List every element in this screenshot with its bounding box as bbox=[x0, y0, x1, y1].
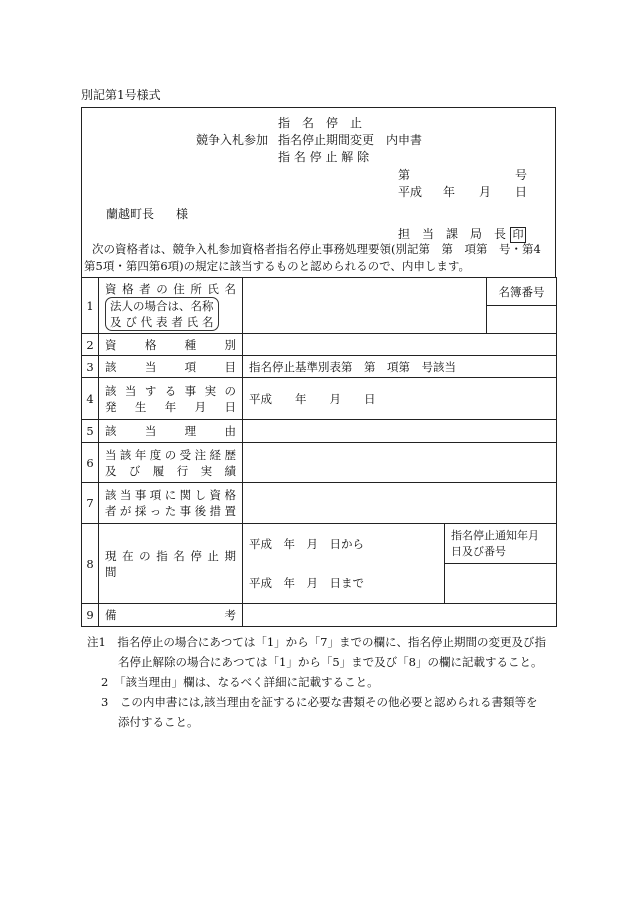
seal-mark: 印 bbox=[510, 227, 526, 243]
row-3-number: 3 bbox=[82, 356, 99, 378]
row-7-number: 7 bbox=[82, 483, 99, 524]
title-line-1: 指 名 停 止 bbox=[278, 116, 363, 130]
intro-line-1: 次の資格者は、競争入札参加資格者指名停止事務処理要領(別記第 第 項第 号・第4 bbox=[92, 242, 541, 256]
row-2-number: 2 bbox=[82, 334, 99, 356]
notice-header-line-2: 日及び番号 bbox=[451, 544, 506, 558]
doc-number-dai: 第 bbox=[398, 168, 411, 182]
note-3-line-1: 3 この内申書には,該当理由を証するに必要な書類その他必要と認められる書類等を bbox=[101, 695, 538, 709]
row-9-label bbox=[99, 604, 243, 627]
row-6-label-line-2: 及 び 履 行 実 績 bbox=[105, 463, 236, 478]
form-header-box bbox=[81, 107, 556, 278]
date-era: 平成 bbox=[398, 185, 423, 199]
row-8-number: 8 bbox=[82, 524, 99, 604]
row-6-label bbox=[99, 443, 243, 483]
row-1-label-line-3: 及 び 代 表 者 氏 名 bbox=[110, 314, 214, 329]
note-2: 2 「該当理由」欄は、なるべく詳細に記載すること。 bbox=[101, 675, 379, 689]
notice-header-line-1: 指名停止通知年月 bbox=[451, 528, 539, 542]
row-8-label bbox=[99, 524, 243, 604]
intro-line-2: 第5項・第四第6項)の規定に該当するものと認められるので、内申します。 bbox=[84, 259, 470, 273]
row-6-label-line-1: 当該年度の受注経歴 bbox=[105, 447, 236, 462]
row-6-number: 6 bbox=[82, 443, 99, 483]
row-9-value[interactable] bbox=[243, 604, 557, 627]
row-4-label-line-1: 該 当 す る 事 実 の bbox=[105, 383, 236, 398]
title-line-3: 指 名 停 止 解 除 bbox=[278, 150, 370, 164]
period-to[interactable]: 平成 年 月 日まで bbox=[243, 564, 445, 604]
row-2-label-text: 資 格 種 別 bbox=[105, 337, 236, 352]
row-4-value[interactable]: 平成 年 月 日 bbox=[243, 378, 557, 420]
date-year: 年 bbox=[443, 185, 456, 199]
application-table bbox=[81, 277, 557, 627]
row-7-value[interactable] bbox=[243, 483, 557, 524]
row-6-value[interactable] bbox=[243, 443, 557, 483]
row-1-label-bracket bbox=[105, 297, 219, 331]
note-3-line-2: 添付すること。 bbox=[118, 715, 199, 729]
row-7-label-line-2: 者が採った事後措置 bbox=[105, 504, 236, 518]
title-prefix: 競争入札参加 bbox=[196, 133, 269, 147]
row-1-label-line-2: 法人の場合は、名称 bbox=[110, 298, 214, 313]
row-5-label bbox=[99, 420, 243, 443]
row-9-label-text: 備 考 bbox=[105, 608, 236, 622]
row-1-number: 1 bbox=[82, 278, 99, 334]
row-7-label-line-1: 該当事項に関し資格 bbox=[105, 488, 236, 502]
doc-number-go: 号 bbox=[515, 168, 528, 182]
row-3-value[interactable]: 指名停止基準別表第 第 項第 号該当 bbox=[243, 356, 557, 378]
row-5-number: 5 bbox=[82, 420, 99, 443]
row-2-value[interactable] bbox=[243, 334, 557, 356]
row-4-label-line-2: 発 生 年 月 日 bbox=[105, 399, 236, 414]
row-5-label-text: 該 当 理 由 bbox=[105, 424, 236, 438]
notice-value[interactable] bbox=[445, 564, 557, 604]
row-2-label bbox=[99, 334, 243, 356]
row-4-label bbox=[99, 378, 243, 420]
addressee-name: 蘭越町長 bbox=[106, 207, 155, 221]
note-1-line-2: 名停止解除の場合にあつては「1」から「5」まで及び「8」の欄に記載すること。 bbox=[118, 655, 543, 669]
title-line-2: 指名停止期間変更 内申書 bbox=[278, 133, 423, 147]
row-7-label bbox=[99, 483, 243, 524]
row-9-number: 9 bbox=[82, 604, 99, 627]
row-1-value[interactable] bbox=[243, 278, 487, 334]
note-1-line-1: 注1 指名停止の場合にあつては「1」から「7」までの欄に、指名停止期間の変更及び指 bbox=[87, 635, 546, 649]
row-4-number: 4 bbox=[82, 378, 99, 420]
roster-number-header: 名簿番号 bbox=[487, 278, 557, 306]
row-8-label-text: 現 在 の 指 名 停 止 期 間 bbox=[105, 548, 236, 579]
row-3-label-text: 該 当 項 目 bbox=[105, 359, 236, 374]
row-3-label bbox=[99, 356, 243, 378]
row-1-label-line-1: 資 格 者 の 住 所 氏 名 bbox=[105, 281, 236, 296]
date-month: 月 bbox=[479, 185, 492, 199]
row-1-label bbox=[99, 278, 243, 334]
roster-number-value[interactable] bbox=[487, 306, 557, 334]
date-day: 日 bbox=[515, 185, 528, 199]
addressee-honorific: 様 bbox=[176, 207, 189, 221]
row-5-value[interactable] bbox=[243, 420, 557, 443]
form-id: 別記第1号様式 bbox=[81, 88, 161, 102]
period-from[interactable]: 平成 年 月 日から bbox=[243, 524, 445, 564]
notice-header bbox=[445, 524, 557, 564]
signer-title: 担 当 課 局 長 bbox=[398, 227, 507, 241]
